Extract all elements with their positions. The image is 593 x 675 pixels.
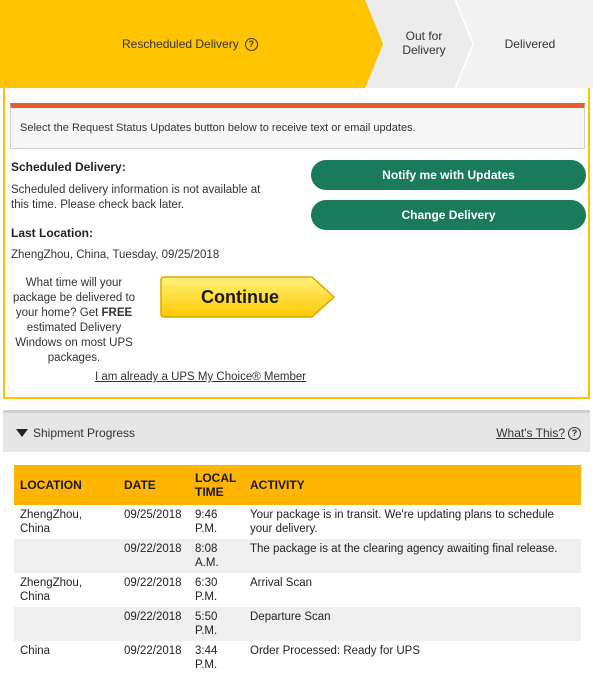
promo-text-before: What time will your package be delivered to your home? Get — [12, 277, 136, 319]
column-local-time-label: LOCAL TIME — [195, 471, 237, 499]
cell-date: 09/22/2018 — [118, 607, 189, 641]
column-location: LOCATION — [14, 465, 118, 505]
cell-location: ZhengZhou, China — [20, 577, 83, 603]
change-delivery-button[interactable]: Change Delivery — [311, 200, 586, 230]
cell-date: 09/22/2018 — [118, 539, 189, 573]
cell-location — [14, 607, 118, 641]
cell-location: China — [20, 645, 51, 657]
last-location-label: Last Location: — [11, 226, 94, 240]
whats-this-label: What's This? — [496, 426, 565, 440]
table-row — [14, 505, 581, 539]
column-activity: ACTIVITY — [244, 465, 581, 505]
table-row — [14, 607, 581, 641]
delivery-progress-stepper — [0, 0, 593, 88]
table-row — [14, 539, 581, 573]
cell-activity: The package is at the clearing agency awaiting final release. — [244, 539, 581, 573]
cell-time: 5:50 P.M. — [189, 607, 244, 641]
column-local-time — [189, 465, 244, 505]
step-out-for-delivery: Out for Delivery — [402, 29, 446, 57]
table-row — [14, 641, 581, 675]
last-location-text: ZhengZhou, China, Tuesday, 09/25/2018 — [11, 249, 220, 261]
question-circle-icon[interactable]: ? — [245, 38, 258, 51]
cell-activity: Order Processed: Ready for UPS — [250, 645, 421, 657]
cell-activity: Your package is in transit. We're updating plans to schedule your delivery. — [250, 509, 554, 535]
whats-this-link[interactable] — [496, 426, 581, 440]
shipment-progress-header[interactable] — [3, 410, 590, 452]
scheduled-delivery-label: Scheduled Delivery: — [11, 160, 126, 174]
continue-button[interactable] — [160, 276, 336, 318]
cell-date: 09/25/2018 — [124, 509, 182, 521]
cell-time: 6:30 P.M. — [195, 577, 218, 603]
my-choice-promo — [10, 276, 138, 366]
cell-time: 3:44 P.M. — [195, 645, 218, 671]
cell-date: 09/22/2018 — [124, 577, 182, 589]
my-choice-member-link[interactable]: I am already a UPS My Choice® Member — [95, 371, 307, 383]
promo-text-after: estimated Delivery Windows on most UPS packages. — [15, 322, 133, 364]
shipment-progress-toggle[interactable] — [16, 426, 135, 440]
notify-updates-button[interactable]: Notify me with Updates — [311, 160, 586, 190]
step-rescheduled-delivery[interactable] — [122, 37, 258, 51]
table-row — [14, 573, 581, 607]
continue-label: Continue — [201, 286, 279, 307]
cell-date: 09/22/2018 — [124, 645, 182, 657]
scheduled-delivery-text: Scheduled delivery information is not available at this time. Please check back later. — [11, 184, 261, 211]
shipment-progress-title: Shipment Progress — [33, 426, 136, 440]
status-updates-notice: Select the Request Status Updates button below to receive text or email updates. — [10, 103, 585, 149]
step-label: Rescheduled Delivery — [122, 37, 239, 51]
table-header-row — [14, 465, 581, 505]
cell-time: 8:08 A.M. — [189, 539, 244, 573]
promo-emphasis: FREE — [101, 307, 133, 319]
cell-location — [14, 539, 118, 573]
step-delivered: Delivered — [504, 37, 556, 51]
triangle-down-icon — [16, 429, 28, 437]
cell-location: ZhengZhou, China — [20, 509, 83, 535]
column-date: DATE — [118, 465, 189, 505]
shipment-progress-table — [14, 465, 581, 675]
cell-activity: Departure Scan — [244, 607, 581, 641]
cell-activity: Arrival Scan — [250, 577, 312, 589]
question-circle-icon: ? — [568, 427, 581, 440]
cell-time: 9:46 P.M. — [195, 509, 218, 535]
